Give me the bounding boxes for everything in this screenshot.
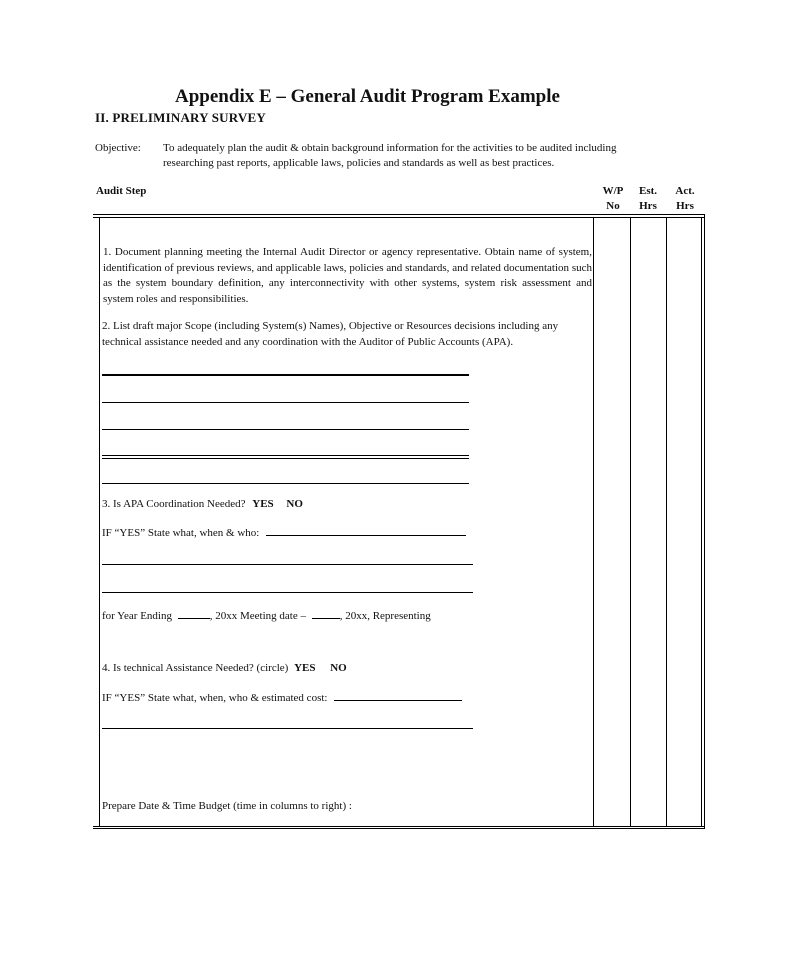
table-left-border bbox=[99, 217, 100, 827]
step-4-if-blank bbox=[334, 690, 462, 701]
step-1-text: 1. Document planning meeting the Internal Audit Director or agency representative. Obtain name of system, identification of previous reviews, and applicable laws, policies and standards, and related documentation such as the system boundary definition, any interconnectivity with other systems, system risk assessment and system roles and responsibilities. bbox=[103, 246, 592, 305]
answer-line bbox=[102, 592, 473, 593]
step-4-yes: YES bbox=[294, 662, 316, 674]
act-column-divider bbox=[666, 217, 667, 827]
est-header-line1: Est. bbox=[638, 185, 658, 197]
answer-line bbox=[102, 455, 469, 456]
answer-line bbox=[102, 564, 473, 565]
answer-line bbox=[102, 458, 469, 459]
act-hrs-header bbox=[666, 184, 704, 214]
step-3-if-label: IF “YES” State what, when & who: bbox=[102, 527, 260, 539]
table-bottom-rule-double bbox=[93, 828, 704, 829]
step-3-yes: YES bbox=[252, 498, 274, 510]
answer-line bbox=[102, 728, 473, 729]
step-4-if-yes bbox=[102, 690, 462, 707]
table-bottom-rule bbox=[93, 826, 704, 827]
step-3-text: 3. Is APA Coordination Needed? bbox=[102, 498, 246, 510]
step-3-no: NO bbox=[286, 498, 303, 510]
est-hrs-header bbox=[632, 184, 664, 214]
year-ending-line bbox=[102, 608, 431, 625]
audit-step-header: Audit Step bbox=[96, 185, 147, 197]
step-4-if-label: IF “YES” State what, when, who & estimated cost: bbox=[102, 692, 328, 704]
step-3-if-yes bbox=[102, 525, 466, 542]
wp-header-line2: No bbox=[606, 200, 620, 212]
table-top-rule-double bbox=[93, 217, 704, 218]
representing-label: , 20xx, Representing bbox=[339, 610, 431, 622]
table-top-rule bbox=[93, 214, 704, 215]
wp-column-divider bbox=[593, 217, 594, 827]
meeting-date-label: , 20xx Meeting date – bbox=[209, 610, 306, 622]
section-heading: II. PRELIMINARY SURVEY bbox=[95, 110, 266, 125]
year-ending-blank bbox=[178, 608, 210, 619]
prepare-budget-text: Prepare Date & Time Budget (time in columns to right) : bbox=[102, 800, 352, 812]
act-header-line2: Hrs bbox=[676, 200, 694, 212]
step-4-question bbox=[102, 661, 347, 677]
step-4-no: NO bbox=[330, 662, 347, 674]
est-column-divider bbox=[630, 217, 631, 827]
answer-line bbox=[102, 374, 469, 376]
est-header-line2: Hrs bbox=[639, 200, 657, 212]
meeting-date-blank bbox=[312, 608, 340, 619]
page-title: Appendix E – General Audit Program Example bbox=[175, 86, 560, 107]
wp-no-header bbox=[596, 184, 630, 214]
wp-header-line1: W/P bbox=[602, 185, 624, 197]
step-3-question bbox=[102, 497, 303, 513]
objective-text: To adequately plan the audit & obtain background information for the activities to be audited including researching past reports, applicable laws, policies and standards as well as best practices. bbox=[163, 142, 617, 169]
answer-line bbox=[102, 483, 469, 484]
answer-line bbox=[102, 429, 469, 430]
year-ending-label: for Year Ending bbox=[102, 610, 172, 622]
step-2-text: 2. List draft major Scope (including System(s) Names), Objective or Resources decisions including any technical assistance needed and any coordination with the Auditor of Public Accounts (APA). bbox=[102, 320, 559, 348]
act-header-line1: Act. bbox=[675, 185, 695, 197]
table-right-border-double bbox=[704, 214, 705, 829]
step-4-text: 4. Is technical Assistance Needed? (circle) bbox=[102, 662, 289, 674]
answer-line bbox=[102, 402, 469, 403]
step-3-if-blank bbox=[266, 525, 466, 536]
objective-label: Objective: bbox=[95, 142, 141, 154]
table-right-border bbox=[701, 217, 702, 827]
